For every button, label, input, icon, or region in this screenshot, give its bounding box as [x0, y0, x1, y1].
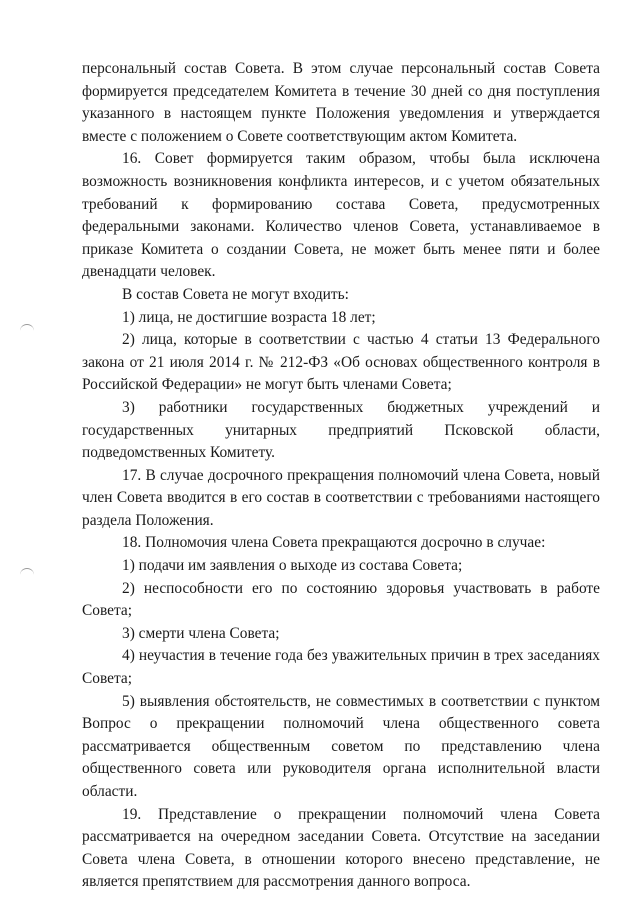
paragraph-19: 19. Представление о прекращении полномочий члена Совета рассматривается на очередном заседании Совета. Отсутствие на заседании Совета члена Совета, в отношении которого внесено представление, не является препятствием для рассмотрения данного вопроса. [82, 805, 600, 891]
list-item: 5) выявления обстоятельств, не совместимых в соответствии с пунктом Вопрос о прекращении полномочий члена общественного совета рассматривается общественным советом по представлению члена общественного совета или руководителя органа исполнительной власти области. [82, 692, 600, 800]
list-item: 3) работники государственных бюджетных учреждений и государственных унитарных предприятий Псковской области, подведомственных Комитету. [82, 398, 600, 462]
list-item: 1) лица, не достигшие возраста 18 лет; [122, 308, 376, 326]
hole-punch-mark [20, 568, 34, 575]
list-item: 1) подачи им заявления о выходе из состава Совета; [122, 557, 463, 575]
paragraph-17: 17. В случае досрочного прекращения полномочий члена Совета, новый член Совета вводится в его состав в соответствии с требованиями настоящего раздела Положения. [82, 466, 600, 529]
paragraph: персональный состав Совета. В этом случае персональный состав Совета формируется председателем Комитета в течение 30 дней со дня поступления указанного в настоящем пункте Положения уведомления и утверждается вместе с положением о Совете соответствующим актом Комитета. [82, 60, 600, 145]
list-item: 2) неспособности его по состоянию здоровья участвовать в работе Совета; [82, 579, 600, 620]
list-item: 3) смерти члена Совета; [122, 624, 280, 642]
paragraph-16-intro: В состав Совета не могут входить: [122, 285, 349, 303]
list-item: 4) неучастия в течение года без уважительных причин в трех заседаниях Совета; [82, 647, 600, 688]
paragraph-16: 16. Совет формируется таким образом, чтобы была исключена возможность возникновения конфликта интересов, и с учетом обязательных требований к формированию состава Совета, предусмотренных федеральными законами. Количество членов Совета, устанавливаемое в приказе Комитета о создании Совета, не может быть менее пяти и более двенадцати человек. [82, 150, 600, 281]
hole-punch-mark [20, 324, 34, 331]
list-item: 2) лица, которые в соответствии с частью 4 статьи 13 Федерального закона от 21 июля 2014 г. № 212-ФЗ «Об основах общественного контроля в Российской Федерации» не могут быть членами Совета; [82, 331, 600, 394]
document-body [82, 58, 600, 894]
paragraph-18: 18. Полномочия члена Совета прекращаются досрочно в случае: [122, 534, 546, 552]
